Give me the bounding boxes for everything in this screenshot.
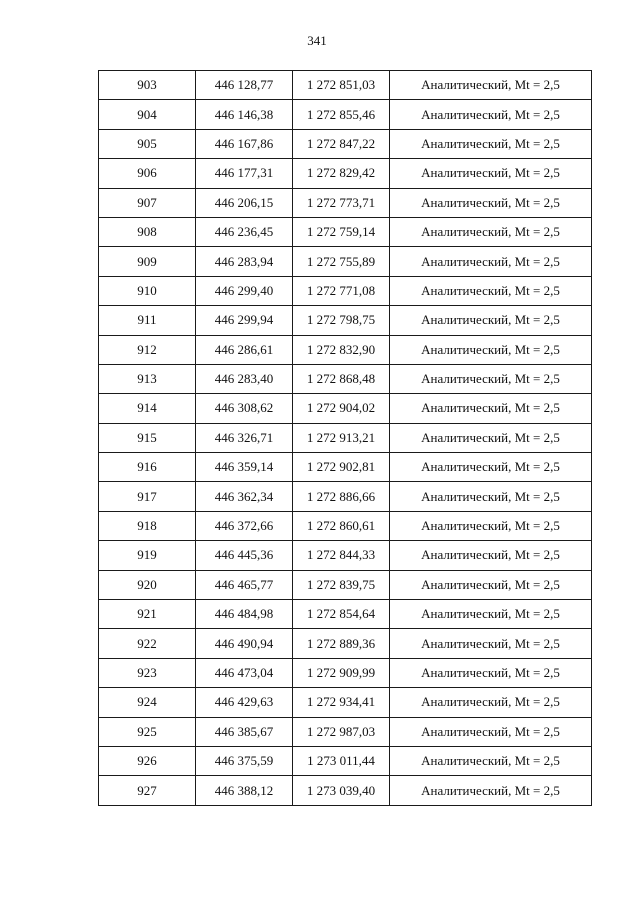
table-row	[99, 570, 592, 599]
x-coordinate-cell: 446 375,59	[196, 746, 293, 775]
table-row	[99, 306, 592, 335]
y-coordinate-cell: 1 272 832,90	[293, 335, 390, 364]
y-coordinate-cell: 1 272 847,22	[293, 129, 390, 158]
method-cell: Аналитический, Mt = 2,5	[390, 688, 592, 717]
method-cell: Аналитический, Mt = 2,5	[390, 217, 592, 246]
x-coordinate-cell: 446 177,31	[196, 159, 293, 188]
method-cell: Аналитический, Mt = 2,5	[390, 335, 592, 364]
point-number-cell: 918	[99, 511, 196, 540]
method-cell: Аналитический, Mt = 2,5	[390, 629, 592, 658]
x-coordinate-cell: 446 167,86	[196, 129, 293, 158]
method-cell: Аналитический, Mt = 2,5	[390, 746, 592, 775]
point-number-cell: 903	[99, 71, 196, 100]
x-coordinate-cell: 446 465,77	[196, 570, 293, 599]
table-row	[99, 482, 592, 511]
point-number-cell: 906	[99, 159, 196, 188]
y-coordinate-cell: 1 272 860,61	[293, 511, 390, 540]
x-coordinate-cell: 446 359,14	[196, 453, 293, 482]
table-row	[99, 217, 592, 246]
x-coordinate-cell: 446 388,12	[196, 776, 293, 805]
table-row	[99, 364, 592, 393]
x-coordinate-cell: 446 308,62	[196, 394, 293, 423]
method-cell: Аналитический, Mt = 2,5	[390, 364, 592, 393]
table-row	[99, 658, 592, 687]
method-cell: Аналитический, Mt = 2,5	[390, 600, 592, 629]
method-cell: Аналитический, Mt = 2,5	[390, 453, 592, 482]
point-number-cell: 925	[99, 717, 196, 746]
method-cell: Аналитический, Mt = 2,5	[390, 276, 592, 305]
x-coordinate-cell: 446 283,94	[196, 247, 293, 276]
table-row	[99, 776, 592, 805]
x-coordinate-cell: 446 299,94	[196, 306, 293, 335]
x-coordinate-cell: 446 128,77	[196, 71, 293, 100]
y-coordinate-cell: 1 272 909,99	[293, 658, 390, 687]
x-coordinate-cell: 446 283,40	[196, 364, 293, 393]
x-coordinate-cell: 446 286,61	[196, 335, 293, 364]
point-number-cell: 923	[99, 658, 196, 687]
page-number: 341	[307, 33, 327, 48]
table-row	[99, 71, 592, 100]
y-coordinate-cell: 1 273 039,40	[293, 776, 390, 805]
x-coordinate-cell: 446 206,15	[196, 188, 293, 217]
point-number-cell: 919	[99, 541, 196, 570]
table-row	[99, 129, 592, 158]
y-coordinate-cell: 1 272 771,08	[293, 276, 390, 305]
y-coordinate-cell: 1 272 759,14	[293, 217, 390, 246]
method-cell: Аналитический, Mt = 2,5	[390, 247, 592, 276]
table-row	[99, 746, 592, 775]
table-row	[99, 394, 592, 423]
y-coordinate-cell: 1 272 844,33	[293, 541, 390, 570]
point-number-cell: 905	[99, 129, 196, 158]
point-number-cell: 912	[99, 335, 196, 364]
table-row	[99, 188, 592, 217]
y-coordinate-cell: 1 272 902,81	[293, 453, 390, 482]
point-number-cell: 907	[99, 188, 196, 217]
table-row	[99, 541, 592, 570]
y-coordinate-cell: 1 272 987,03	[293, 717, 390, 746]
point-number-cell: 914	[99, 394, 196, 423]
y-coordinate-cell: 1 272 829,42	[293, 159, 390, 188]
y-coordinate-cell: 1 272 934,41	[293, 688, 390, 717]
point-number-cell: 909	[99, 247, 196, 276]
method-cell: Аналитический, Mt = 2,5	[390, 658, 592, 687]
method-cell: Аналитический, Mt = 2,5	[390, 394, 592, 423]
coordinates-table	[98, 70, 592, 806]
point-number-cell: 922	[99, 629, 196, 658]
table-row	[99, 276, 592, 305]
x-coordinate-cell: 446 429,63	[196, 688, 293, 717]
y-coordinate-cell: 1 272 851,03	[293, 71, 390, 100]
table-row	[99, 600, 592, 629]
x-coordinate-cell: 446 385,67	[196, 717, 293, 746]
x-coordinate-cell: 446 372,66	[196, 511, 293, 540]
method-cell: Аналитический, Mt = 2,5	[390, 776, 592, 805]
table-row	[99, 688, 592, 717]
x-coordinate-cell: 446 146,38	[196, 100, 293, 129]
y-coordinate-cell: 1 273 011,44	[293, 746, 390, 775]
table-row	[99, 717, 592, 746]
method-cell: Аналитический, Mt = 2,5	[390, 71, 592, 100]
method-cell: Аналитический, Mt = 2,5	[390, 306, 592, 335]
point-number-cell: 927	[99, 776, 196, 805]
method-cell: Аналитический, Mt = 2,5	[390, 511, 592, 540]
method-cell: Аналитический, Mt = 2,5	[390, 570, 592, 599]
method-cell: Аналитический, Mt = 2,5	[390, 129, 592, 158]
point-number-cell: 910	[99, 276, 196, 305]
x-coordinate-cell: 446 473,04	[196, 658, 293, 687]
x-coordinate-cell: 446 326,71	[196, 423, 293, 452]
table-row	[99, 629, 592, 658]
x-coordinate-cell: 446 236,45	[196, 217, 293, 246]
point-number-cell: 913	[99, 364, 196, 393]
table-row	[99, 159, 592, 188]
table-row	[99, 511, 592, 540]
y-coordinate-cell: 1 272 904,02	[293, 394, 390, 423]
table-row	[99, 453, 592, 482]
point-number-cell: 924	[99, 688, 196, 717]
point-number-cell: 916	[99, 453, 196, 482]
y-coordinate-cell: 1 272 868,48	[293, 364, 390, 393]
y-coordinate-cell: 1 272 755,89	[293, 247, 390, 276]
point-number-cell: 911	[99, 306, 196, 335]
table-row	[99, 247, 592, 276]
y-coordinate-cell: 1 272 798,75	[293, 306, 390, 335]
method-cell: Аналитический, Mt = 2,5	[390, 100, 592, 129]
x-coordinate-cell: 446 445,36	[196, 541, 293, 570]
y-coordinate-cell: 1 272 854,64	[293, 600, 390, 629]
x-coordinate-cell: 446 299,40	[196, 276, 293, 305]
y-coordinate-cell: 1 272 773,71	[293, 188, 390, 217]
point-number-cell: 921	[99, 600, 196, 629]
point-number-cell: 908	[99, 217, 196, 246]
table-row	[99, 423, 592, 452]
x-coordinate-cell: 446 490,94	[196, 629, 293, 658]
table-row	[99, 335, 592, 364]
point-number-cell: 920	[99, 570, 196, 599]
y-coordinate-cell: 1 272 889,36	[293, 629, 390, 658]
point-number-cell: 915	[99, 423, 196, 452]
method-cell: Аналитический, Mt = 2,5	[390, 482, 592, 511]
y-coordinate-cell: 1 272 913,21	[293, 423, 390, 452]
y-coordinate-cell: 1 272 886,66	[293, 482, 390, 511]
method-cell: Аналитический, Mt = 2,5	[390, 159, 592, 188]
point-number-cell: 904	[99, 100, 196, 129]
point-number-cell: 917	[99, 482, 196, 511]
y-coordinate-cell: 1 272 839,75	[293, 570, 390, 599]
x-coordinate-cell: 446 362,34	[196, 482, 293, 511]
table-row	[99, 100, 592, 129]
table-body	[99, 71, 592, 806]
method-cell: Аналитический, Mt = 2,5	[390, 541, 592, 570]
x-coordinate-cell: 446 484,98	[196, 600, 293, 629]
y-coordinate-cell: 1 272 855,46	[293, 100, 390, 129]
method-cell: Аналитический, Mt = 2,5	[390, 717, 592, 746]
method-cell: Аналитический, Mt = 2,5	[390, 188, 592, 217]
method-cell: Аналитический, Mt = 2,5	[390, 423, 592, 452]
point-number-cell: 926	[99, 746, 196, 775]
